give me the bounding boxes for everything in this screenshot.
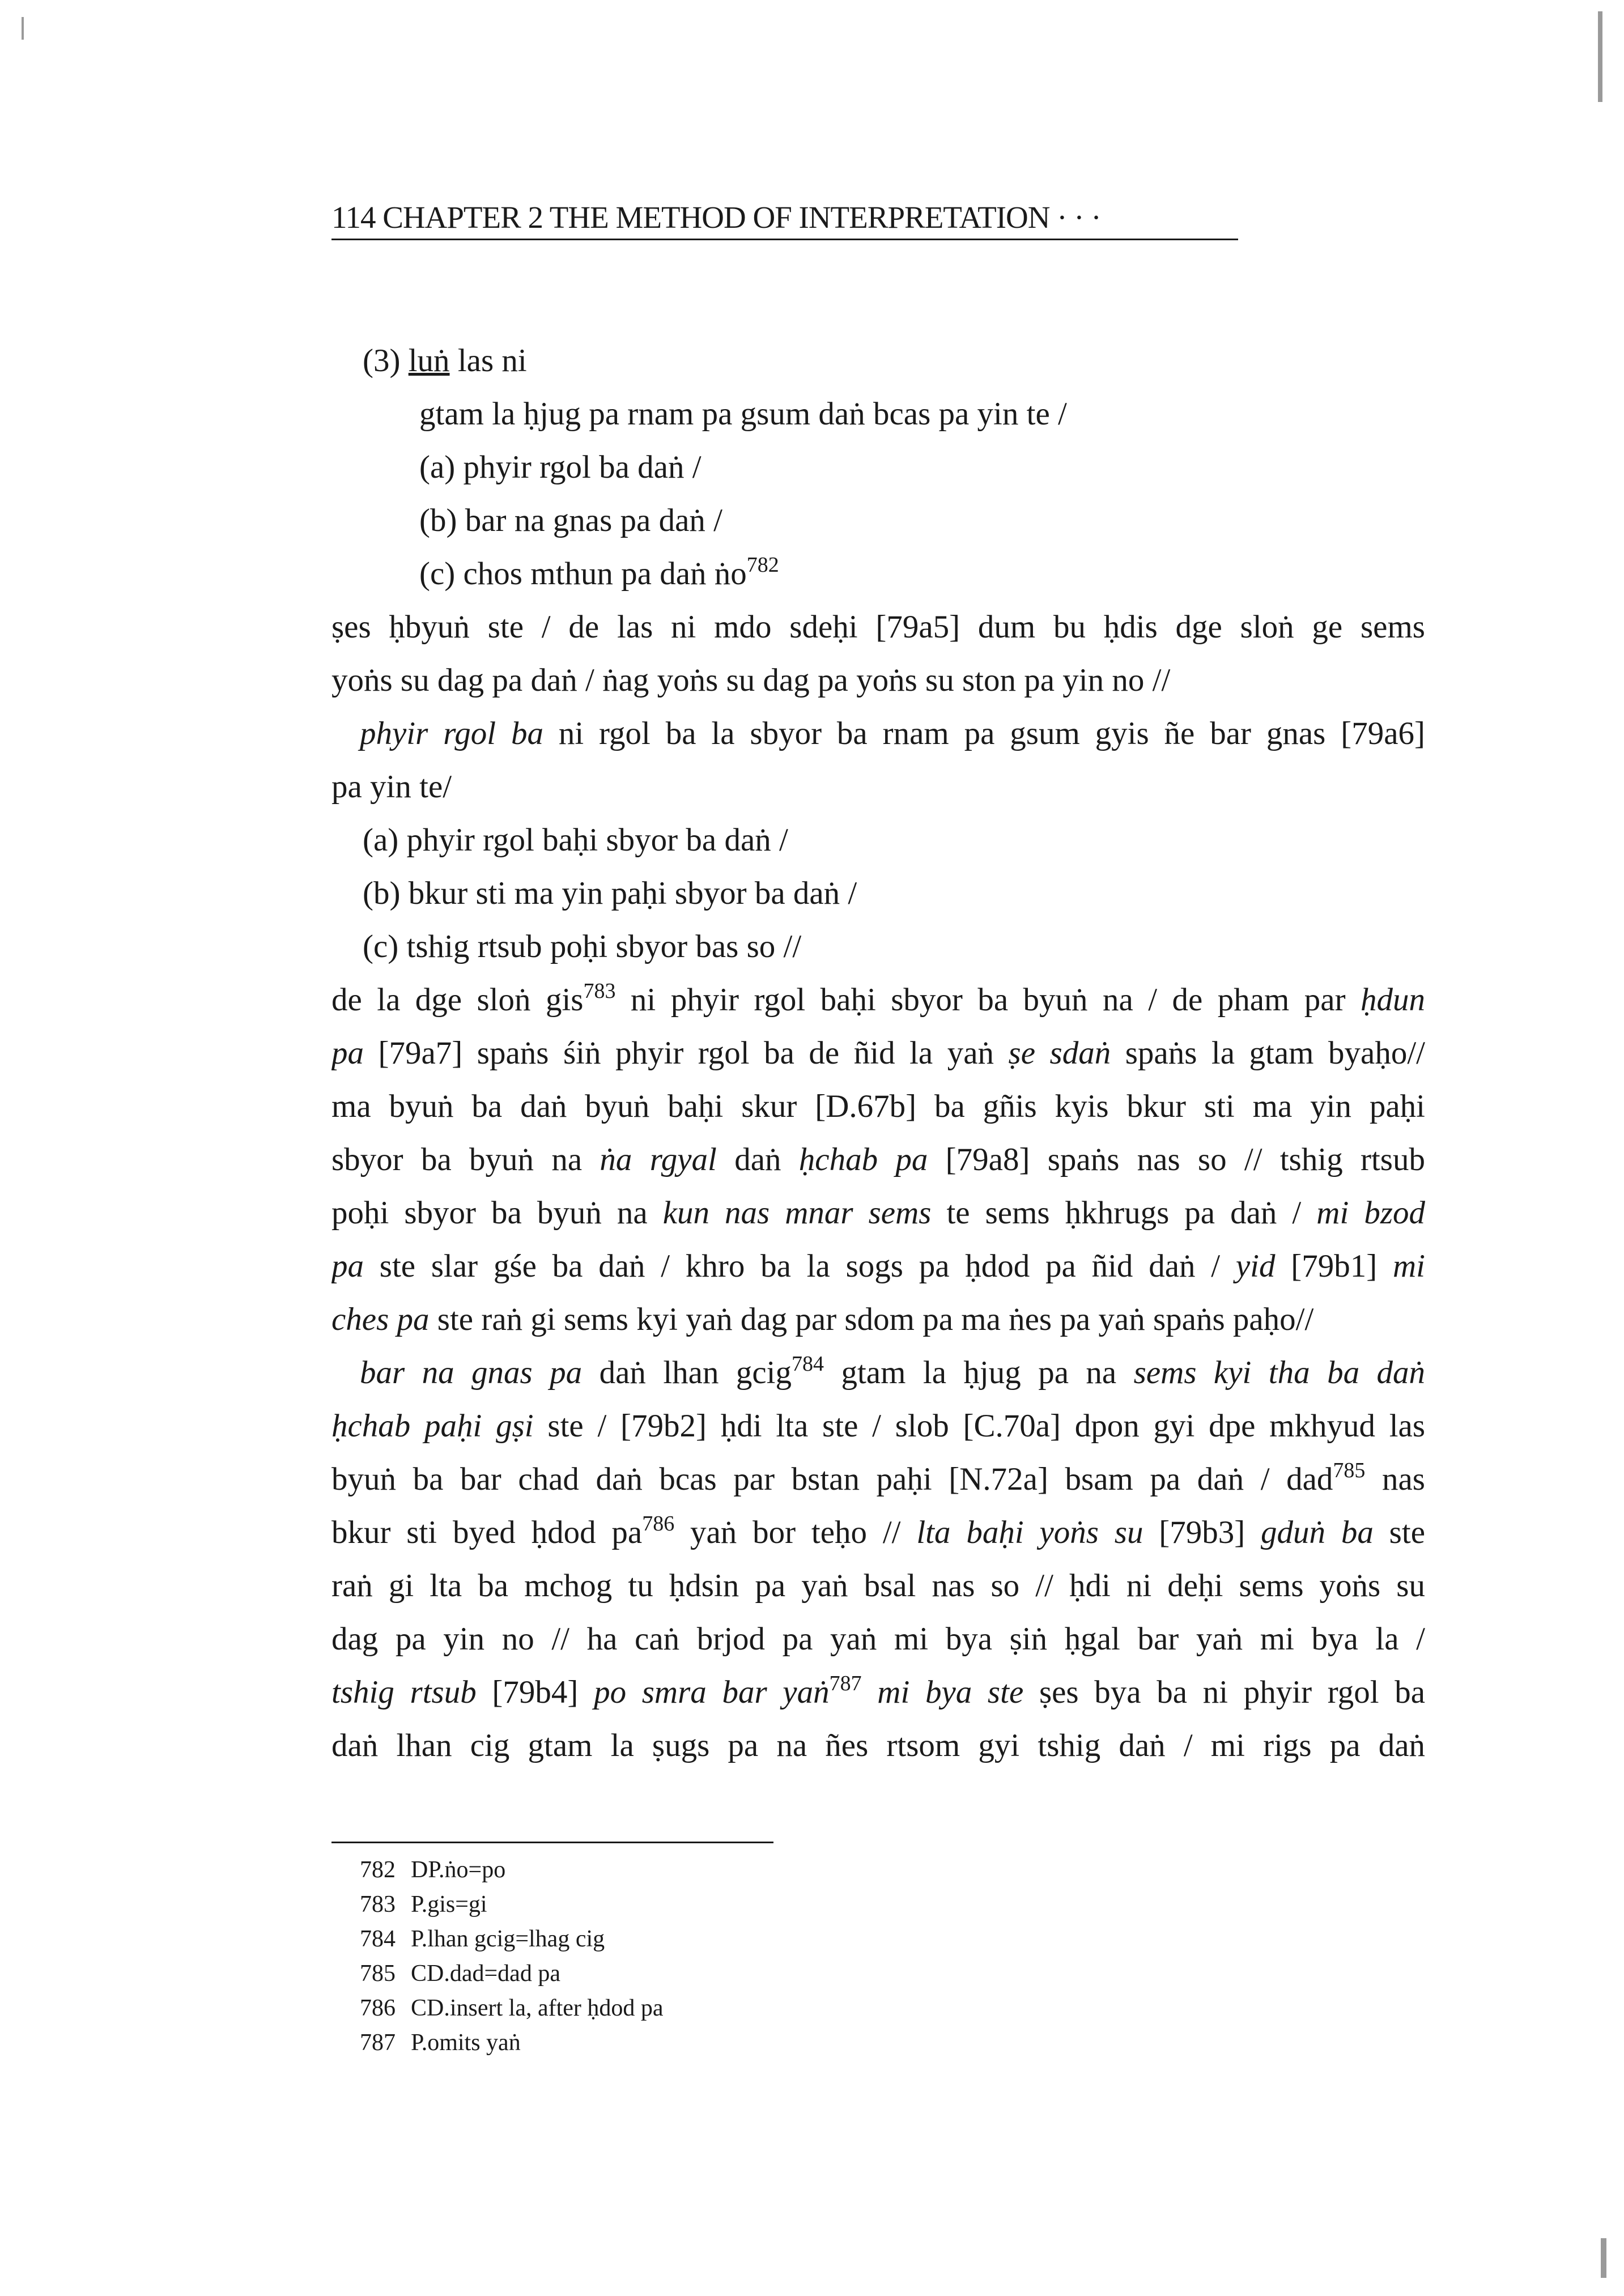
footnote-number: 785 <box>360 1961 396 1987</box>
text-line: poḥi sbyor ba byuṅ na kun nas mnar sems te sems ḥkhrugs pa daṅ / mi bzod <box>331 1195 1425 1231</box>
text-line: tshig rtsub [79b4] po smra bar yaṅ$^{787}$ mi bya ste ṣes bya ba ni phyir rgol ba <box>331 1672 1425 1710</box>
italic-term: lta baḥi yoṅs su <box>916 1515 1143 1550</box>
italic-term: ḥchab paḥi gṣi <box>331 1408 534 1444</box>
text-line: (3) luṅ las ni <box>363 343 527 379</box>
footnote <box>360 1957 664 1991</box>
footnote-ref: 787 <box>829 1672 862 1695</box>
footnote <box>360 1922 664 1957</box>
italic-term: ḥdun <box>1361 982 1425 1018</box>
footnote-ref: 782 <box>746 553 779 577</box>
list-item: (c) tshig rtsub poḥi sbyor bas so // <box>363 929 802 964</box>
footnotes <box>360 1853 664 2060</box>
italic-term: ches pa <box>331 1302 430 1337</box>
text-line: ḥchab paḥi gṣi ste / [79b2] ḥdi lta ste / slob [C.70a] dpon gyi dpe mkhyud las <box>331 1408 1425 1444</box>
scan-speck <box>1598 11 1602 102</box>
footnote-text: P.gis=gi <box>411 1891 487 1917</box>
footnote-text: P.omits yaṅ <box>411 2030 521 2056</box>
underlined-term: luṅ <box>408 343 450 379</box>
italic-term: phyir rgol ba <box>360 716 543 751</box>
italic-term: tshig rtsub <box>331 1674 477 1710</box>
text-line: daṅ lhan cig gtam la ṣugs pa na ñes rtsom gyi tshig daṅ / mi rigs pa daṅ <box>331 1728 1425 1763</box>
footnote-number: 784 <box>360 1926 396 1952</box>
italic-term: mi bya ste <box>861 1674 1024 1710</box>
running-header: 114 CHAPTER 2 THE METHOD OF INTERPRETATION · · · <box>331 199 1238 240</box>
list-item: (b) bar na gnas pa daṅ / <box>419 503 722 538</box>
italic-term: po smra bar yaṅ <box>594 1674 830 1710</box>
italic-term: mi <box>1393 1248 1425 1284</box>
italic-term: bar na gnas pa <box>360 1355 583 1391</box>
footnote-number: 787 <box>360 2030 396 2056</box>
list-item: (a) phyir rgol ba daṅ / <box>419 449 702 485</box>
text-line: pa ste slar gśe ba daṅ / khro ba la sogs pa ḥdod pa ñid daṅ / yid [79b1] mi <box>331 1248 1425 1284</box>
text-line: yoṅs su dag pa daṅ / ṅag yoṅs su dag pa yoṅs su ston pa yin no // <box>331 662 1171 698</box>
footnote-divider <box>331 1842 773 1843</box>
footnote-ref: 783 <box>583 979 616 1003</box>
italic-term: pa <box>331 1035 364 1071</box>
text-line: pa [79a7] spaṅs śiṅ phyir rgol ba de ñid la yaṅ ṣe sdaṅ spaṅs la gtam byaḥo// <box>331 1035 1425 1071</box>
italic-term: pa <box>331 1248 364 1284</box>
text-line: ma byuṅ ba daṅ byuṅ baḥi skur [D.67b] ba gñis kyis bkur sti ma yin paḥi <box>331 1089 1425 1124</box>
italic-term: yid <box>1235 1248 1276 1284</box>
footnote-number: 783 <box>360 1891 396 1917</box>
footnote-ref: 784 <box>792 1352 824 1376</box>
text-line: pa yin te/ <box>331 769 452 805</box>
italic-term: sems kyi tha ba daṅ <box>1133 1355 1425 1391</box>
footnote <box>360 1853 664 1887</box>
text-line: de la dge sloṅ gis$^{783}$ ni phyir rgol baḥi sbyor ba byuṅ na / de pham par ḥdun <box>331 979 1425 1018</box>
list-item: (a) phyir rgol baḥi sbyor ba daṅ / <box>363 822 788 858</box>
italic-term: ṅa rgyal <box>600 1142 717 1177</box>
footnote <box>360 1991 664 2026</box>
italic-term: gduṅ ba <box>1261 1515 1374 1550</box>
footnote-text: P.lhan gcig=lhag cig <box>411 1926 605 1952</box>
italic-term: mi bzod <box>1316 1195 1425 1231</box>
italic-term: ḥchab pa <box>798 1142 928 1177</box>
text-line: dag pa yin no // ha caṅ brjod pa yaṅ mi bya ṣiṅ ḥgal bar yaṅ mi bya la / <box>331 1621 1425 1657</box>
list-item: (b) bkur sti ma yin paḥi sbyor ba daṅ / <box>363 875 857 911</box>
text-line: bkur sti byed ḥdod $pa^{786}$ yaṅ bor teḥo // lta baḥi yoṅs su [79b3] gduṅ ba ste <box>331 1512 1425 1550</box>
text-line: gtam la ḥjug pa rnam pa gsum daṅ bcas pa yin te / <box>419 396 1067 432</box>
footnote-text: CD.dad=dad pa <box>411 1961 560 1987</box>
footnote-text: CD.insert la, after ḥdod pa <box>411 1995 664 2021</box>
footnote-ref: 786 <box>642 1512 675 1536</box>
italic-term: ṣe sdaṅ <box>1008 1035 1111 1071</box>
footnote <box>360 2026 664 2060</box>
footnote-number: 786 <box>360 1995 396 2021</box>
footnote-text: DP.ṅo=po <box>411 1857 506 1883</box>
italic-term: kun nas mnar sems <box>662 1195 932 1231</box>
text-line: sbyor ba byuṅ na ṅa rgyal daṅ ḥchab pa [79a8] spaṅs nas so // tshig rtsub <box>331 1142 1425 1177</box>
list-item: (c) chos mthun pa daṅ ṅo$^{782}$ <box>419 553 779 592</box>
text-line: byuṅ ba bar chad daṅ bcas par bstan paḥi [N.72a] bsam pa daṅ / dad$^{785}$ nas <box>331 1459 1425 1497</box>
footnote <box>360 1887 664 1922</box>
text-line: phyir rgol ba ni rgol ba la sbyor ba rnam pa gsum gyis ñe bar gnas [79a6] <box>360 716 1425 751</box>
footnote-number: 782 <box>360 1857 396 1883</box>
text-line: ches pa ste raṅ gi sems kyi yaṅ dag par sdom pa ma ṅes pa yaṅ spaṅs paḥo// <box>331 1302 1314 1337</box>
text-line: bar na gnas pa daṅ lhan gcig$^{784}$ gtam la ḥjug pa na sems kyi tha ba daṅ <box>360 1352 1425 1391</box>
footnote-ref: 785 <box>1333 1459 1366 1482</box>
body-text <box>331 334 1425 1772</box>
scan-speck <box>22 17 24 40</box>
text-line: ṣes ḥbyuṅ ste / de las ni mdo sdeḥi [79a5] dum bu ḥdis dge sloṅ ge sems <box>331 609 1425 645</box>
scan-speck <box>1601 2238 1606 2278</box>
text-line: raṅ gi lta ba mchog tu ḥdsin pa yaṅ bsal nas so // ḥdi ni deḥi sems yoṅs su <box>331 1568 1425 1604</box>
